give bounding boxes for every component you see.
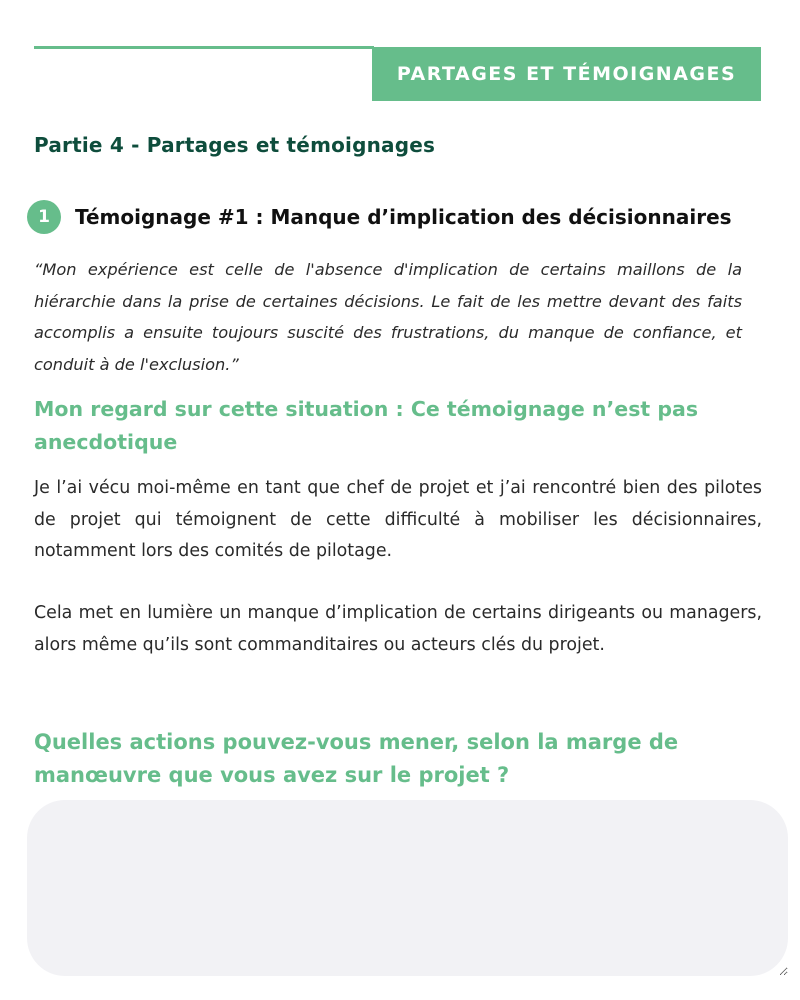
regard-paragraph-2: Cela met en lumière un manque d’implication de certains dirigeants ou managers, alors même qu’ils sont commanditaires ou acteurs clés du projet. (34, 603, 762, 655)
regard-heading: Mon regard sur cette situation : Ce témoignage n’est pas anecdotique (34, 397, 699, 454)
testimony-quote: “Mon expérience est celle de l'absence d'implication de certains maillons de la hiérarchie dans la prise de certaines décisions. Le fait de les mettre devant des faits accomplis a ensuite toujours suscité des frustrations, du manque de confiance, et conduit à de l'exclusion.” (34, 260, 742, 374)
question-heading: Quelles actions pouvez-vous mener, selon la marge de manœuvre que vous avez sur le projet ? (34, 730, 679, 787)
section-banner: PARTAGES ET TÉMOIGNAGES (372, 47, 761, 101)
testimony-title: Témoignage #1 : Manque d’implication des décisionnaires (75, 205, 732, 229)
testimony-heading (27, 200, 732, 234)
header-divider-line (34, 46, 374, 49)
answer-textarea[interactable] (27, 800, 788, 976)
testimony-number-badge: 1 (27, 200, 61, 234)
regard-paragraph-1: Je l’ai vécu moi-même en tant que chef de projet et j’ai rencontré bien des pilotes de projet qui témoignent de cette difficulté à mobiliser les décisionnaires, notamment lors des comités de pilotage. (34, 478, 762, 561)
part-title: Partie 4 - Partages et témoignages (34, 133, 436, 157)
